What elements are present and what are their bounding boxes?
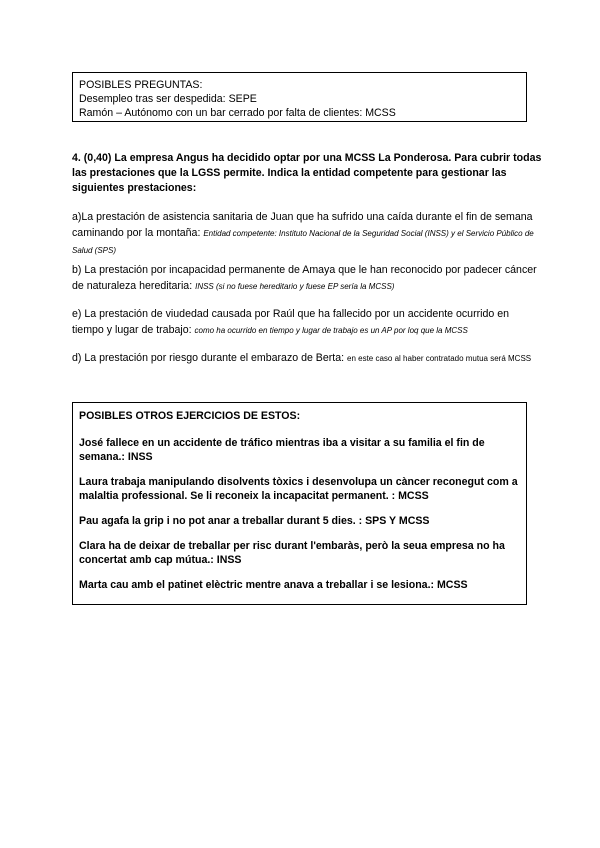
item-text: a)La prestación de asistencia sanitaria de Juan que ha sufrido una caída durante el fin de semana caminando por la montaña: [72,211,533,239]
item-answer: como ha ocurrido en tiempo y lugar de trabajo es un AP por loq que la MCSS [194,326,468,335]
item-answer: Entidad competente: Instituto Nacional de la Seguridad Social (INSS) y el Servicio Público de Salud (SPS) [72,229,534,255]
possible-questions-heading: POSIBLES PREGUNTAS: [79,79,203,91]
exercise-item: José fallece en un accidente de tráfico mientras iba a visitar a su familia el fin de semana.: INSS [79,437,485,463]
other-exercises-box [72,402,527,605]
other-exercises-heading: POSIBLES OTROS EJERCICIOS DE ESTOS: [79,410,301,422]
exercise-item: Marta cau amb el patinet elèctric mentre anava a treballar i se lesiona.: MCSS [79,579,468,591]
item-a [72,209,537,259]
item-answer: en este caso al haber contratado mutua será MCSS [347,354,532,363]
item-text: e) La prestación de viudedad causada por Raúl que ha fallecido por un accidente ocurrido en tiempo y lugar de trabajo: [72,308,509,336]
exercise-item: Clara ha de deixar de treballar per risc durant l'embaràs, però la seua empresa no ha concertat amb cap mútua.: INSS [79,540,505,566]
exercise-item: Pau agafa la grip i no pot anar a treballar durant 5 dies. : SPS Y MCSS [79,515,430,527]
exercise-item: Laura trabaja manipulando disolvents tòxics i desenvolupa un càncer reconegut com a malaltia professional. Se li reconeix la incapacitat permanent. : MCSS [79,476,518,502]
possible-question-line: Ramón – Autónomo con un bar cerrado por falta de clientes: MCSS [79,107,396,119]
item-d [72,350,537,367]
item-b [72,262,537,295]
item-text: d) La prestación por riesgo durante el embarazo de Berta: [72,352,348,364]
item-answer: INSS (si no fuese hereditario y fuese EP sería la MCSS) [195,282,395,291]
possible-question-line: Desempleo tras ser despedida: SEPE [79,93,257,105]
question-statement: 4. (0,40) La empresa Angus ha decidido optar por una MCSS La Ponderosa. Para cubrir todas las prestaciones que la LGSS permite. Indica la entidad competente para gestionar las siguientes prestaciones: [72,152,542,194]
item-e [72,306,537,339]
possible-questions-box [72,72,527,122]
item-text: b) La prestación por incapacidad permanente de Amaya que le han reconocido por padecer cáncer de naturaleza hereditaria: [72,264,537,292]
